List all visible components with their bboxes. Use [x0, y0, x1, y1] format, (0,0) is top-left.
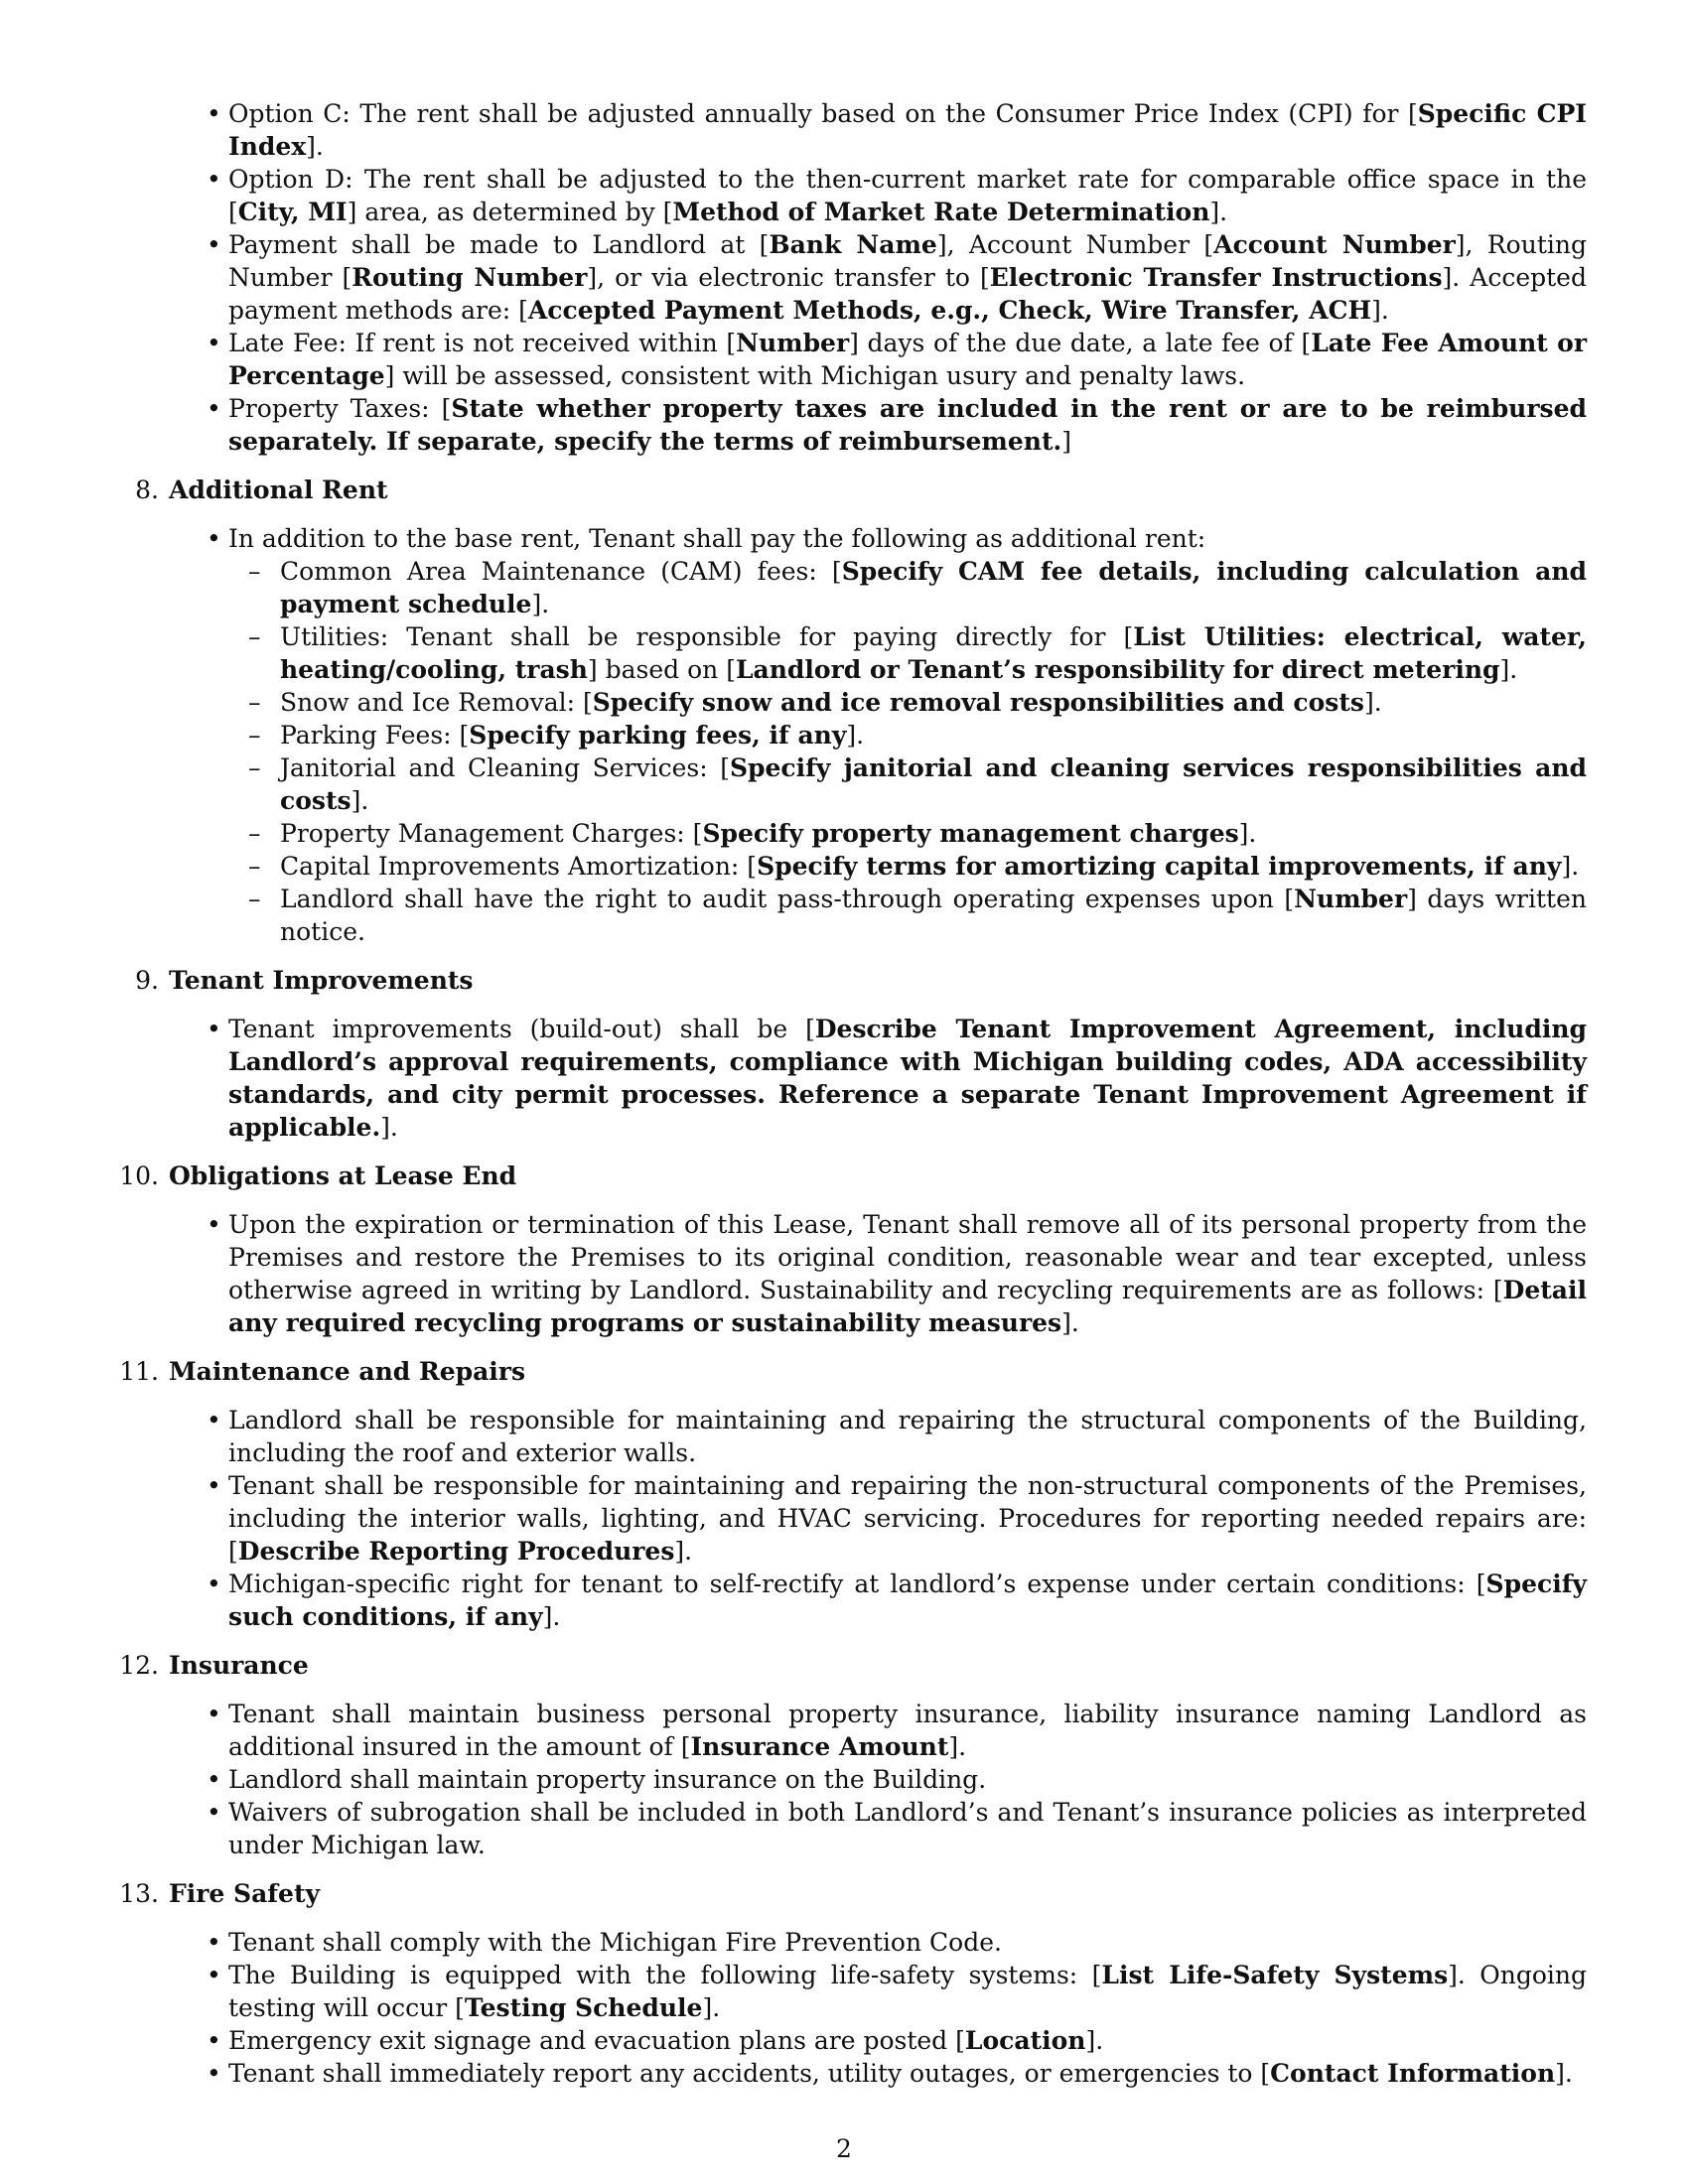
sub-item: – Landlord shall have the right to audit pass-through operating expenses upon [Number] days written notice.	[228, 883, 1587, 948]
placeholder-field: Specify janitorial and cleaning services responsibilities and costs	[280, 753, 1587, 815]
section-number: 9.	[135, 966, 159, 995]
bullet-text: Tenant shall immediately report any accidents, utility outages, or emergencies to [Contact Information].	[228, 2059, 1573, 2088]
placeholder-field: Specify CAM fee details, including calculation and payment schedule	[280, 557, 1587, 618]
section-heading	[117, 1649, 1587, 1682]
section-heading	[117, 1160, 1587, 1192]
document-body	[117, 97, 1587, 2090]
bullet-item	[117, 522, 1587, 948]
sub-item: – Property Management Charges: [Specify property management charges].	[228, 817, 1587, 850]
bullet-text: Waivers of subrogation shall be included in both Landlord’s and Tenant’s insurance policies as interpreted under Michigan law.	[228, 1798, 1587, 1859]
section	[117, 1355, 1587, 1633]
section-bullet-list	[117, 1404, 1587, 1633]
bullet-text: The Building is equipped with the following life-safety systems: [List Life-Safety Systems]. Ongoing testing will occur [Testing Schedule].	[228, 1961, 1587, 2022]
bullet-item	[117, 1568, 1587, 1633]
section-title: Tenant Improvements	[169, 966, 474, 995]
placeholder-field: Specify snow and ice removal responsibilities and costs	[592, 688, 1364, 717]
section-bullet-list	[117, 1013, 1587, 1144]
bullet-text: Landlord shall be responsible for maintaining and repairing the structural components of the Building, including the roof and exterior walls.	[228, 1406, 1587, 1467]
section-number: 10.	[119, 1161, 159, 1190]
section	[117, 1649, 1587, 1861]
bullet-item	[117, 1698, 1587, 1763]
placeholder-field: Describe Tenant Improvement Agreement, including Landlord’s approval requirements, compliance with Michigan building codes, ADA accessibility standards, and city permit processes. Reference a separate Tenant Improvement Agreement if applicable.	[228, 1015, 1587, 1142]
bullet-text: Tenant shall comply with the Michigan Fire Prevention Code.	[228, 1928, 1002, 1957]
section-bullet-list	[117, 1698, 1587, 1861]
sub-item: – Janitorial and Cleaning Services: [Specify janitorial and cleaning services responsibilities and costs].	[228, 751, 1587, 817]
sections-container	[117, 474, 1587, 2090]
bullet-item	[117, 327, 1587, 392]
section-heading	[117, 474, 1587, 506]
placeholder-field: List Life-Safety Systems	[1101, 1961, 1449, 1989]
bullet-text: Tenant improvements (build-out) shall be [Describe Tenant Improvement Agreement, including Landlord’s approval requirements, compliance with Michigan building codes, ADA accessibility standards, and city permit processes. Reference a separate Tenant Improvement Agreement if applicable.].	[228, 1015, 1587, 1142]
placeholder-field: Electronic Transfer Instructions	[989, 263, 1443, 292]
sub-item: – Common Area Maintenance (CAM) fees: [Specify CAM fee details, including calculation and payment schedule].	[228, 555, 1587, 620]
bullet-item	[117, 1013, 1587, 1144]
placeholder-field: Specific CPI Index	[228, 99, 1587, 161]
bullet-item	[117, 97, 1587, 163]
section	[117, 474, 1587, 948]
placeholder-field: Describe Reporting Procedures	[237, 1537, 675, 1566]
section-heading	[117, 1877, 1587, 1910]
section-bullet-list	[117, 1208, 1587, 1339]
placeholder-field: Late Fee Amount or Percentage	[228, 329, 1588, 390]
placeholder-field: Specify terms for amortizing capital improvements, if any	[757, 852, 1562, 881]
section-title: Insurance	[169, 1651, 309, 1680]
placeholder-field: Number	[736, 329, 850, 357]
placeholder-field: Testing Schedule	[464, 1993, 703, 2022]
bullet-item	[117, 1208, 1587, 1339]
bullet-text: Upon the expiration or termination of this Lease, Tenant shall remove all of its personal property from the Premises and restore the Premises to its original condition, reasonable wear and tear excepted, unless otherwise agreed in writing by Landlord. Sustainability and recycling requirements are as follows: [Detail any required recycling programs or sustainability measures].	[228, 1210, 1587, 1337]
placeholder-field: Specify property management charges	[702, 819, 1239, 848]
rent-options-list	[117, 97, 1587, 458]
placeholder-field: Landlord or Tenant’s responsibility for direct metering	[735, 655, 1500, 684]
section-title: Maintenance and Repairs	[169, 1357, 526, 1386]
placeholder-field: List Utilities: electrical, water, heating/cooling, trash	[280, 622, 1587, 684]
bullet-item	[117, 163, 1587, 228]
section	[117, 1877, 1587, 2090]
bullet-item	[117, 1796, 1587, 1861]
sub-item: – Snow and Ice Removal: [Specify snow and ice removal responsibilities and costs].	[228, 686, 1587, 719]
section-title: Additional Rent	[169, 476, 388, 504]
bullet-text: Tenant shall maintain business personal property insurance, liability insurance naming Landlord as additional insured in the amount of [Insurance Amount].	[228, 1700, 1587, 1761]
sub-item: – Capital Improvements Amortization: [Specify terms for amortizing capital improvements, if any].	[228, 850, 1587, 883]
section	[117, 964, 1587, 1144]
sub-list	[228, 555, 1587, 948]
bullet-text: Option C: The rent shall be adjusted annually based on the Consumer Price Index (CPI) for [Specific CPI Index].	[228, 99, 1587, 161]
placeholder-field: Specify such conditions, if any	[228, 1570, 1587, 1631]
placeholder-field: State whether property taxes are included in the rent or are to be reimbursed separately. If separate, specify the terms of reimbursement.	[228, 394, 1587, 456]
placeholder-field: City, MI	[237, 198, 348, 226]
section-heading	[117, 1355, 1587, 1388]
page-number: 2	[836, 2134, 852, 2163]
section-number: 8.	[135, 476, 159, 504]
placeholder-field: Number	[1294, 885, 1408, 913]
bullet-text: Tenant shall be responsible for maintaining and repairing the non-structural components of the Premises, including the interior walls, lighting, and HVAC servicing. Procedures for reporting needed repairs are: [Describe Reporting Procedures].	[228, 1471, 1587, 1566]
bullet-text: Option D: The rent shall be adjusted to the then-current market rate for comparable office space in the [City, MI] area, as determined by [Method of Market Rate Determination].	[228, 165, 1587, 226]
placeholder-field: Routing Number	[352, 263, 588, 292]
placeholder-field: Bank Name	[769, 230, 937, 259]
placeholder-field: Detail any required recycling programs or sustainability measures	[228, 1276, 1587, 1337]
bullet-item	[117, 392, 1587, 458]
sub-item: – Utilities: Tenant shall be responsible for paying directly for [List Utilities: electrical, water, heating/cooling, trash] based on [Landlord or Tenant’s responsibility for direct metering].	[228, 620, 1587, 686]
bullet-item	[117, 1959, 1587, 2024]
placeholder-field: Accepted Payment Methods, e.g., Check, Wire Transfer, ACH	[527, 296, 1372, 325]
bullet-text: Michigan-specific right for tenant to self-rectify at landlord’s expense under certain conditions: [Specify such conditions, if any].	[228, 1570, 1587, 1631]
sub-item: – Parking Fees: [Specify parking fees, if any].	[228, 719, 1587, 751]
bullet-text: Emergency exit signage and evacuation plans are posted [Location].	[228, 2026, 1104, 2055]
bullet-text: Late Fee: If rent is not received within [Number] days of the due date, a late fee of [Late Fee Amount or Percentage] will be assessed, consistent with Michigan usury and penalty laws.	[228, 329, 1588, 390]
bullet-item	[117, 1926, 1587, 1959]
placeholder-field: Insurance Amount	[690, 1732, 949, 1761]
bullet-item	[117, 1404, 1587, 1469]
bullet-item	[117, 2024, 1587, 2057]
placeholder-field: Contact Information	[1270, 2059, 1556, 2088]
section-title: Fire Safety	[169, 1879, 321, 1908]
bullet-item	[117, 1469, 1587, 1568]
bullet-text: Property Taxes: [State whether property taxes are included in the rent or are to be reimbursed separately. If separate, specify the terms of reimbursement.]	[228, 394, 1587, 456]
bullet-text: Landlord shall maintain property insurance on the Building.	[228, 1765, 987, 1794]
bullet-text: Payment shall be made to Landlord at [Bank Name], Account Number [Account Number], Routing Number [Routing Number], or via electronic transfer to [Electronic Transfer Instructions]. Accepted payment methods are: [Accepted Payment Methods, e.g., Check, Wire Transfer, ACH].	[228, 230, 1587, 325]
placeholder-field: Account Number	[1213, 230, 1456, 259]
bullet-item	[117, 2057, 1587, 2090]
section-number: 12.	[119, 1651, 159, 1680]
section-title: Obligations at Lease End	[169, 1161, 517, 1190]
section-heading	[117, 964, 1587, 997]
placeholder-field: Method of Market Rate Determination	[672, 198, 1210, 226]
bullet-item	[117, 228, 1587, 327]
placeholder-field: Specify parking fees, if any	[469, 721, 847, 750]
bullet-text: In addition to the base rent, Tenant shall pay the following as additional rent:	[228, 524, 1206, 553]
section	[117, 1160, 1587, 1339]
section-bullet-list	[117, 522, 1587, 948]
bullet-item	[117, 1763, 1587, 1796]
section-number: 11.	[119, 1357, 159, 1386]
section-bullet-list	[117, 1926, 1587, 2090]
section-number: 13.	[119, 1879, 159, 1908]
placeholder-field: Location	[964, 2026, 1086, 2055]
